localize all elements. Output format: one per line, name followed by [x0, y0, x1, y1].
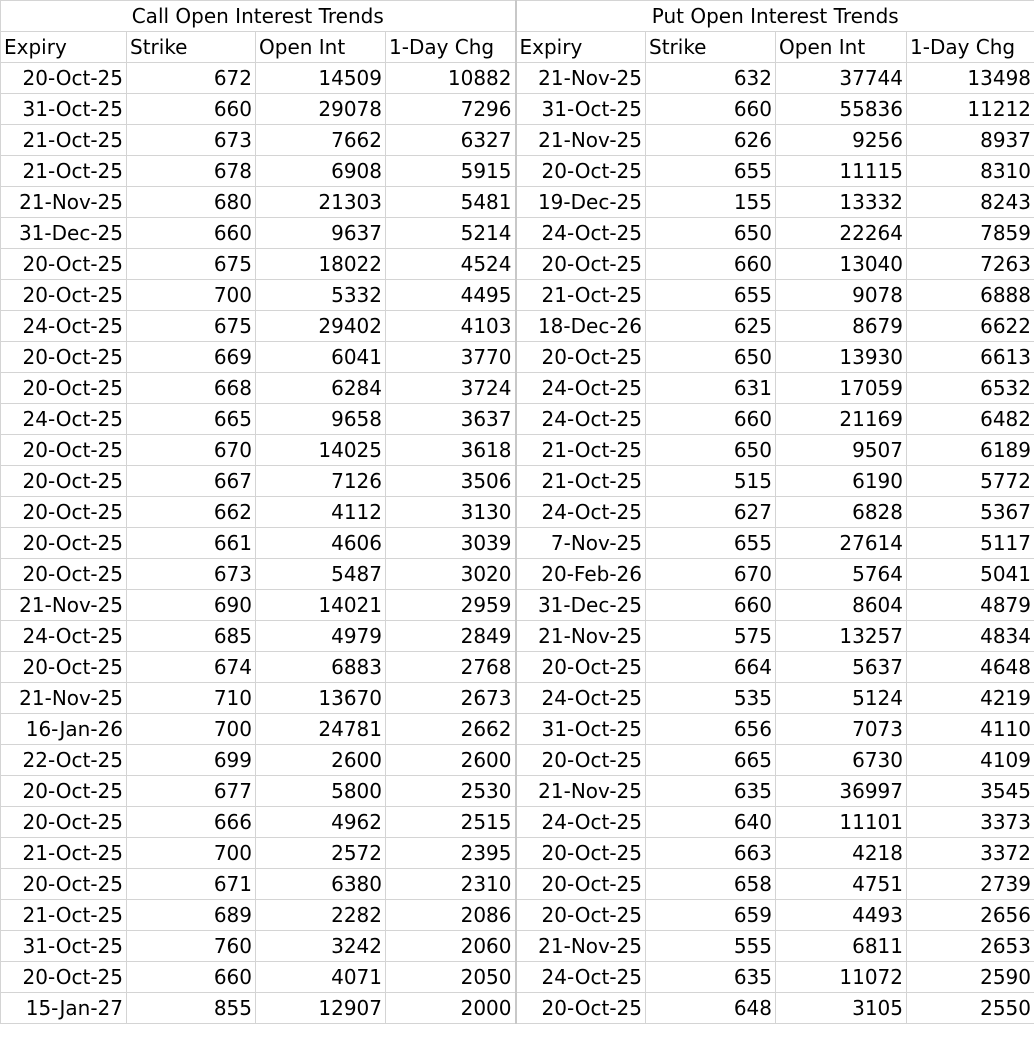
put-1-day-chg-cell[interactable]: 4834: [907, 621, 1034, 652]
put-open-int-cell[interactable]: 21169: [776, 404, 907, 435]
table-row: [1, 94, 1034, 125]
put-1-day-chg-cell[interactable]: 4879: [907, 590, 1034, 621]
call-strike-cell[interactable]: 668: [127, 373, 256, 404]
table-row: [1, 342, 1034, 373]
call-1-day-chg-header: 1-Day Chg: [386, 32, 516, 63]
call-strike-cell[interactable]: 678: [127, 156, 256, 187]
put-strike-cell[interactable]: 670: [646, 559, 776, 590]
call-open-int-cell[interactable]: 2572: [256, 838, 386, 869]
call-open-int-cell[interactable]: 29078: [256, 94, 386, 125]
put-strike-cell[interactable]: 555: [646, 931, 776, 962]
put-strike-cell[interactable]: 627: [646, 497, 776, 528]
call-open-int-cell[interactable]: 29402: [256, 311, 386, 342]
call-open-int-cell[interactable]: 14021: [256, 590, 386, 621]
call-strike-cell[interactable]: 660: [127, 94, 256, 125]
put-open-int-cell[interactable]: 13930: [776, 342, 907, 373]
table-row: [1, 683, 1034, 714]
table-row: [1, 218, 1034, 249]
put-strike-cell[interactable]: 665: [646, 745, 776, 776]
put-expiry-cell[interactable]: 20-Oct-25: [516, 838, 646, 869]
call-expiry-cell[interactable]: 20-Oct-25: [1, 497, 127, 528]
put-1-day-chg-cell[interactable]: 2550: [907, 993, 1034, 1024]
put-open-int-cell[interactable]: 55836: [776, 94, 907, 125]
call-strike-cell[interactable]: 673: [127, 125, 256, 156]
call-open-int-header: Open Int: [256, 32, 386, 63]
put-strike-cell[interactable]: 663: [646, 838, 776, 869]
call-strike-cell[interactable]: 667: [127, 466, 256, 497]
table-row: [1, 311, 1034, 342]
call-1-day-chg-cell[interactable]: 2050: [386, 962, 516, 993]
table-row: [1, 745, 1034, 776]
put-expiry-cell[interactable]: 24-Oct-25: [516, 683, 646, 714]
put-strike-cell[interactable]: 648: [646, 993, 776, 1024]
call-strike-cell[interactable]: 660: [127, 218, 256, 249]
call-expiry-cell[interactable]: 21-Oct-25: [1, 125, 127, 156]
call-strike-cell[interactable]: 672: [127, 63, 256, 94]
call-expiry-cell[interactable]: 24-Oct-25: [1, 311, 127, 342]
put-1-day-chg-cell[interactable]: 6888: [907, 280, 1034, 311]
call-1-day-chg-cell[interactable]: 4524: [386, 249, 516, 280]
put-strike-cell[interactable]: 660: [646, 590, 776, 621]
put-strike-cell[interactable]: 660: [646, 94, 776, 125]
call-open-int-cell[interactable]: 5487: [256, 559, 386, 590]
table-row: [1, 776, 1034, 807]
put-open-int-cell[interactable]: 6190: [776, 466, 907, 497]
call-expiry-cell[interactable]: 20-Oct-25: [1, 249, 127, 280]
call-strike-cell[interactable]: 677: [127, 776, 256, 807]
table-row: [1, 838, 1034, 869]
call-expiry-cell[interactable]: 20-Oct-25: [1, 466, 127, 497]
table-row: [1, 993, 1034, 1024]
call-strike-cell[interactable]: 760: [127, 931, 256, 962]
put-1-day-chg-cell[interactable]: 4109: [907, 745, 1034, 776]
call-1-day-chg-cell[interactable]: 10882: [386, 63, 516, 94]
put-strike-cell[interactable]: 659: [646, 900, 776, 931]
table-row: [1, 652, 1034, 683]
put-strike-cell[interactable]: 664: [646, 652, 776, 683]
table-row: [1, 621, 1034, 652]
table-body: [1, 63, 1034, 1024]
put-open-int-cell[interactable]: 7073: [776, 714, 907, 745]
put-open-int-cell[interactable]: 9078: [776, 280, 907, 311]
put-1-day-chg-header: 1-Day Chg: [907, 32, 1034, 63]
put-expiry-cell[interactable]: 20-Oct-25: [516, 652, 646, 683]
call-expiry-cell[interactable]: 21-Oct-25: [1, 838, 127, 869]
put-strike-cell[interactable]: 660: [646, 404, 776, 435]
call-strike-header: Strike: [127, 32, 256, 63]
call-expiry-header: Expiry: [1, 32, 127, 63]
call-1-day-chg-cell[interactable]: 5915: [386, 156, 516, 187]
put-strike-cell[interactable]: 655: [646, 528, 776, 559]
put-1-day-chg-cell[interactable]: 6622: [907, 311, 1034, 342]
call-open-int-cell[interactable]: 6284: [256, 373, 386, 404]
table-row: [1, 559, 1034, 590]
put-1-day-chg-cell[interactable]: 2590: [907, 962, 1034, 993]
call-open-int-cell[interactable]: 3242: [256, 931, 386, 962]
put-expiry-cell[interactable]: 21-Nov-25: [516, 776, 646, 807]
call-expiry-cell[interactable]: 21-Nov-25: [1, 187, 127, 218]
call-open-int-cell[interactable]: 13670: [256, 683, 386, 714]
call-strike-cell[interactable]: 665: [127, 404, 256, 435]
put-expiry-cell[interactable]: 24-Oct-25: [516, 218, 646, 249]
put-1-day-chg-cell[interactable]: 11212: [907, 94, 1034, 125]
put-1-day-chg-cell[interactable]: 8243: [907, 187, 1034, 218]
put-open-int-cell[interactable]: 5124: [776, 683, 907, 714]
table-row: [1, 466, 1034, 497]
put-section-title: Put Open Interest Trends: [516, 1, 1034, 32]
call-open-int-cell[interactable]: 6908: [256, 156, 386, 187]
call-strike-cell[interactable]: 674: [127, 652, 256, 683]
call-open-int-cell[interactable]: 6041: [256, 342, 386, 373]
call-1-day-chg-cell[interactable]: 3618: [386, 435, 516, 466]
call-open-int-cell[interactable]: 7662: [256, 125, 386, 156]
call-1-day-chg-cell[interactable]: 4495: [386, 280, 516, 311]
call-strike-cell[interactable]: 662: [127, 497, 256, 528]
call-expiry-cell[interactable]: 21-Nov-25: [1, 683, 127, 714]
call-strike-cell[interactable]: 671: [127, 869, 256, 900]
call-expiry-cell[interactable]: 16-Jan-26: [1, 714, 127, 745]
put-1-day-chg-cell[interactable]: 8310: [907, 156, 1034, 187]
put-1-day-chg-cell[interactable]: 7859: [907, 218, 1034, 249]
call-1-day-chg-cell[interactable]: 2662: [386, 714, 516, 745]
put-expiry-cell[interactable]: 20-Oct-25: [516, 342, 646, 373]
call-strike-cell[interactable]: 685: [127, 621, 256, 652]
put-expiry-cell[interactable]: 21-Oct-25: [516, 466, 646, 497]
call-section-title: Call Open Interest Trends: [1, 1, 516, 32]
put-open-int-cell[interactable]: 6811: [776, 931, 907, 962]
call-expiry-cell[interactable]: 22-Oct-25: [1, 745, 127, 776]
call-open-int-cell[interactable]: 4112: [256, 497, 386, 528]
put-open-int-header: Open Int: [776, 32, 907, 63]
call-1-day-chg-cell[interactable]: 2395: [386, 838, 516, 869]
call-expiry-cell[interactable]: 20-Oct-25: [1, 528, 127, 559]
call-open-int-cell[interactable]: 4071: [256, 962, 386, 993]
put-open-int-cell[interactable]: 37744: [776, 63, 907, 94]
put-open-int-cell[interactable]: 6730: [776, 745, 907, 776]
put-1-day-chg-cell[interactable]: 2739: [907, 869, 1034, 900]
call-expiry-cell[interactable]: 20-Oct-25: [1, 63, 127, 94]
call-expiry-cell[interactable]: 20-Oct-25: [1, 373, 127, 404]
call-1-day-chg-cell[interactable]: 7296: [386, 94, 516, 125]
call-1-day-chg-cell[interactable]: 2515: [386, 807, 516, 838]
put-1-day-chg-cell[interactable]: 7263: [907, 249, 1034, 280]
call-expiry-cell[interactable]: 21-Oct-25: [1, 900, 127, 931]
put-expiry-cell[interactable]: 21-Nov-25: [516, 621, 646, 652]
call-1-day-chg-cell[interactable]: 3724: [386, 373, 516, 404]
put-strike-cell[interactable]: 658: [646, 869, 776, 900]
put-expiry-cell[interactable]: 20-Oct-25: [516, 993, 646, 1024]
call-expiry-cell[interactable]: 31-Oct-25: [1, 94, 127, 125]
table-row: [1, 280, 1034, 311]
put-open-int-cell[interactable]: 11115: [776, 156, 907, 187]
call-expiry-cell[interactable]: 20-Oct-25: [1, 962, 127, 993]
call-open-int-cell[interactable]: 21303: [256, 187, 386, 218]
call-expiry-cell[interactable]: 21-Oct-25: [1, 156, 127, 187]
call-strike-cell[interactable]: 700: [127, 838, 256, 869]
put-open-int-cell[interactable]: 8604: [776, 590, 907, 621]
call-1-day-chg-cell[interactable]: 2310: [386, 869, 516, 900]
call-open-int-cell[interactable]: 18022: [256, 249, 386, 280]
put-open-int-cell[interactable]: 36997: [776, 776, 907, 807]
call-1-day-chg-cell[interactable]: 6327: [386, 125, 516, 156]
put-strike-cell[interactable]: 155: [646, 187, 776, 218]
table-row: [1, 590, 1034, 621]
put-open-int-cell[interactable]: 13040: [776, 249, 907, 280]
put-open-int-cell[interactable]: 11101: [776, 807, 907, 838]
put-open-int-cell[interactable]: 6828: [776, 497, 907, 528]
put-strike-cell[interactable]: 575: [646, 621, 776, 652]
call-strike-cell[interactable]: 660: [127, 962, 256, 993]
put-1-day-chg-cell[interactable]: 4110: [907, 714, 1034, 745]
call-strike-cell[interactable]: 699: [127, 745, 256, 776]
call-expiry-cell[interactable]: 20-Oct-25: [1, 280, 127, 311]
call-expiry-cell[interactable]: 20-Oct-25: [1, 435, 127, 466]
call-1-day-chg-cell[interactable]: 4103: [386, 311, 516, 342]
call-1-day-chg-cell[interactable]: 3020: [386, 559, 516, 590]
call-open-int-cell[interactable]: 2282: [256, 900, 386, 931]
table-row: [1, 156, 1034, 187]
call-1-day-chg-cell[interactable]: 2530: [386, 776, 516, 807]
put-strike-cell[interactable]: 650: [646, 435, 776, 466]
put-strike-cell[interactable]: 656: [646, 714, 776, 745]
put-1-day-chg-cell[interactable]: 3372: [907, 838, 1034, 869]
call-open-int-cell[interactable]: 5332: [256, 280, 386, 311]
call-open-int-cell[interactable]: 7126: [256, 466, 386, 497]
call-strike-cell[interactable]: 700: [127, 714, 256, 745]
call-1-day-chg-cell[interactable]: 2959: [386, 590, 516, 621]
call-open-int-cell[interactable]: 2600: [256, 745, 386, 776]
put-expiry-cell[interactable]: 24-Oct-25: [516, 404, 646, 435]
put-open-int-cell[interactable]: 5764: [776, 559, 907, 590]
put-strike-cell[interactable]: 632: [646, 63, 776, 94]
call-strike-cell[interactable]: 689: [127, 900, 256, 931]
call-1-day-chg-cell[interactable]: 2060: [386, 931, 516, 962]
call-strike-cell[interactable]: 669: [127, 342, 256, 373]
put-1-day-chg-cell[interactable]: 5772: [907, 466, 1034, 497]
put-open-int-cell[interactable]: 8679: [776, 311, 907, 342]
put-strike-cell[interactable]: 640: [646, 807, 776, 838]
put-1-day-chg-cell[interactable]: 3373: [907, 807, 1034, 838]
call-1-day-chg-cell[interactable]: 3770: [386, 342, 516, 373]
put-expiry-cell[interactable]: 20-Oct-25: [516, 249, 646, 280]
put-expiry-cell[interactable]: 31-Dec-25: [516, 590, 646, 621]
put-1-day-chg-cell[interactable]: 4219: [907, 683, 1034, 714]
table-row: [1, 900, 1034, 931]
put-expiry-cell[interactable]: 21-Oct-25: [516, 280, 646, 311]
title-row: [1, 1, 1034, 32]
put-expiry-cell[interactable]: 21-Nov-25: [516, 63, 646, 94]
put-strike-cell[interactable]: 650: [646, 342, 776, 373]
call-strike-cell[interactable]: 700: [127, 280, 256, 311]
table-row: [1, 404, 1034, 435]
put-open-int-cell[interactable]: 9507: [776, 435, 907, 466]
put-open-int-cell[interactable]: 4751: [776, 869, 907, 900]
put-expiry-cell[interactable]: 21-Nov-25: [516, 931, 646, 962]
table-row: [1, 249, 1034, 280]
put-1-day-chg-cell[interactable]: 13498: [907, 63, 1034, 94]
put-open-int-cell[interactable]: 5637: [776, 652, 907, 683]
table-row: [1, 373, 1034, 404]
call-expiry-cell[interactable]: 15-Jan-27: [1, 993, 127, 1024]
put-expiry-cell[interactable]: 20-Oct-25: [516, 900, 646, 931]
call-open-int-cell[interactable]: 6883: [256, 652, 386, 683]
call-expiry-cell[interactable]: 21-Nov-25: [1, 590, 127, 621]
put-strike-cell[interactable]: 515: [646, 466, 776, 497]
call-strike-cell[interactable]: 675: [127, 311, 256, 342]
put-strike-cell[interactable]: 655: [646, 156, 776, 187]
call-open-int-cell[interactable]: 14025: [256, 435, 386, 466]
call-strike-cell[interactable]: 855: [127, 993, 256, 1024]
put-expiry-cell[interactable]: 21-Oct-25: [516, 435, 646, 466]
call-expiry-cell[interactable]: 20-Oct-25: [1, 559, 127, 590]
put-strike-cell[interactable]: 631: [646, 373, 776, 404]
put-expiry-cell[interactable]: 20-Feb-26: [516, 559, 646, 590]
table-row: [1, 714, 1034, 745]
put-1-day-chg-cell[interactable]: 6532: [907, 373, 1034, 404]
put-open-int-cell[interactable]: 13257: [776, 621, 907, 652]
call-expiry-cell[interactable]: 20-Oct-25: [1, 807, 127, 838]
table-row: [1, 962, 1034, 993]
put-expiry-cell[interactable]: 20-Oct-25: [516, 156, 646, 187]
call-1-day-chg-cell[interactable]: 5214: [386, 218, 516, 249]
call-strike-cell[interactable]: 661: [127, 528, 256, 559]
put-strike-cell[interactable]: 626: [646, 125, 776, 156]
put-open-int-cell[interactable]: 17059: [776, 373, 907, 404]
call-expiry-cell[interactable]: 20-Oct-25: [1, 652, 127, 683]
put-open-int-cell[interactable]: 3105: [776, 993, 907, 1024]
put-1-day-chg-cell[interactable]: 6482: [907, 404, 1034, 435]
call-1-day-chg-cell[interactable]: 3130: [386, 497, 516, 528]
put-expiry-cell[interactable]: 7-Nov-25: [516, 528, 646, 559]
put-expiry-cell[interactable]: 19-Dec-25: [516, 187, 646, 218]
call-strike-cell[interactable]: 680: [127, 187, 256, 218]
put-expiry-header: Expiry: [516, 32, 646, 63]
put-expiry-cell[interactable]: 24-Oct-25: [516, 373, 646, 404]
call-1-day-chg-cell[interactable]: 3637: [386, 404, 516, 435]
put-1-day-chg-cell[interactable]: 5117: [907, 528, 1034, 559]
call-1-day-chg-cell[interactable]: 2600: [386, 745, 516, 776]
call-open-int-cell[interactable]: 6380: [256, 869, 386, 900]
put-strike-cell[interactable]: 650: [646, 218, 776, 249]
call-1-day-chg-cell[interactable]: 3506: [386, 466, 516, 497]
put-open-int-cell[interactable]: 22264: [776, 218, 907, 249]
put-1-day-chg-cell[interactable]: 5367: [907, 497, 1034, 528]
table-row: [1, 435, 1034, 466]
call-1-day-chg-cell[interactable]: 5481: [386, 187, 516, 218]
call-strike-cell[interactable]: 675: [127, 249, 256, 280]
call-open-int-cell[interactable]: 9658: [256, 404, 386, 435]
call-1-day-chg-cell[interactable]: 3039: [386, 528, 516, 559]
table-row: [1, 869, 1034, 900]
put-expiry-cell[interactable]: 24-Oct-25: [516, 497, 646, 528]
call-expiry-cell[interactable]: 24-Oct-25: [1, 404, 127, 435]
put-1-day-chg-cell[interactable]: 4648: [907, 652, 1034, 683]
put-strike-cell[interactable]: 635: [646, 962, 776, 993]
put-strike-cell[interactable]: 655: [646, 280, 776, 311]
put-open-int-cell[interactable]: 9256: [776, 125, 907, 156]
put-1-day-chg-cell[interactable]: 6613: [907, 342, 1034, 373]
put-1-day-chg-cell[interactable]: 8937: [907, 125, 1034, 156]
table-row: [1, 187, 1034, 218]
call-strike-cell[interactable]: 666: [127, 807, 256, 838]
call-expiry-cell[interactable]: 20-Oct-25: [1, 869, 127, 900]
call-open-int-cell[interactable]: 12907: [256, 993, 386, 1024]
call-strike-cell[interactable]: 673: [127, 559, 256, 590]
put-strike-header: Strike: [646, 32, 776, 63]
table-row: [1, 931, 1034, 962]
call-open-int-cell[interactable]: 4606: [256, 528, 386, 559]
call-expiry-cell[interactable]: 24-Oct-25: [1, 621, 127, 652]
put-expiry-cell[interactable]: 31-Oct-25: [516, 714, 646, 745]
call-1-day-chg-cell[interactable]: 2086: [386, 900, 516, 931]
call-expiry-cell[interactable]: 31-Dec-25: [1, 218, 127, 249]
call-open-int-cell[interactable]: 24781: [256, 714, 386, 745]
call-open-int-cell[interactable]: 5800: [256, 776, 386, 807]
call-1-day-chg-cell[interactable]: 2000: [386, 993, 516, 1024]
call-strike-cell[interactable]: 670: [127, 435, 256, 466]
table-row: [1, 528, 1034, 559]
put-open-int-cell[interactable]: 27614: [776, 528, 907, 559]
call-expiry-cell[interactable]: 20-Oct-25: [1, 342, 127, 373]
put-strike-cell[interactable]: 635: [646, 776, 776, 807]
put-expiry-cell[interactable]: 20-Oct-25: [516, 869, 646, 900]
put-1-day-chg-cell[interactable]: 5041: [907, 559, 1034, 590]
put-1-day-chg-cell[interactable]: 3545: [907, 776, 1034, 807]
table-row: [1, 63, 1034, 94]
put-strike-cell[interactable]: 625: [646, 311, 776, 342]
put-expiry-cell[interactable]: 24-Oct-25: [516, 807, 646, 838]
put-strike-cell[interactable]: 535: [646, 683, 776, 714]
call-1-day-chg-cell[interactable]: 2768: [386, 652, 516, 683]
call-open-int-cell[interactable]: 4979: [256, 621, 386, 652]
put-strike-cell[interactable]: 660: [646, 249, 776, 280]
column-header-row: [1, 32, 1034, 63]
put-expiry-cell[interactable]: 21-Nov-25: [516, 125, 646, 156]
call-expiry-cell[interactable]: 31-Oct-25: [1, 931, 127, 962]
call-open-int-cell[interactable]: 14509: [256, 63, 386, 94]
put-open-int-cell[interactable]: 4493: [776, 900, 907, 931]
put-expiry-cell[interactable]: 20-Oct-25: [516, 745, 646, 776]
put-expiry-cell[interactable]: 18-Dec-26: [516, 311, 646, 342]
call-1-day-chg-cell[interactable]: 2849: [386, 621, 516, 652]
call-1-day-chg-cell[interactable]: 2673: [386, 683, 516, 714]
call-open-int-cell[interactable]: 4962: [256, 807, 386, 838]
put-open-int-cell[interactable]: 4218: [776, 838, 907, 869]
put-expiry-cell[interactable]: 24-Oct-25: [516, 962, 646, 993]
put-1-day-chg-cell[interactable]: 2656: [907, 900, 1034, 931]
put-1-day-chg-cell[interactable]: 2653: [907, 931, 1034, 962]
put-open-int-cell[interactable]: 11072: [776, 962, 907, 993]
call-expiry-cell[interactable]: 20-Oct-25: [1, 776, 127, 807]
table-row: [1, 807, 1034, 838]
put-expiry-cell[interactable]: 31-Oct-25: [516, 94, 646, 125]
call-strike-cell[interactable]: 690: [127, 590, 256, 621]
table-row: [1, 497, 1034, 528]
table-row: [1, 125, 1034, 156]
put-1-day-chg-cell[interactable]: 6189: [907, 435, 1034, 466]
call-strike-cell[interactable]: 710: [127, 683, 256, 714]
put-open-int-cell[interactable]: 13332: [776, 187, 907, 218]
call-open-int-cell[interactable]: 9637: [256, 218, 386, 249]
